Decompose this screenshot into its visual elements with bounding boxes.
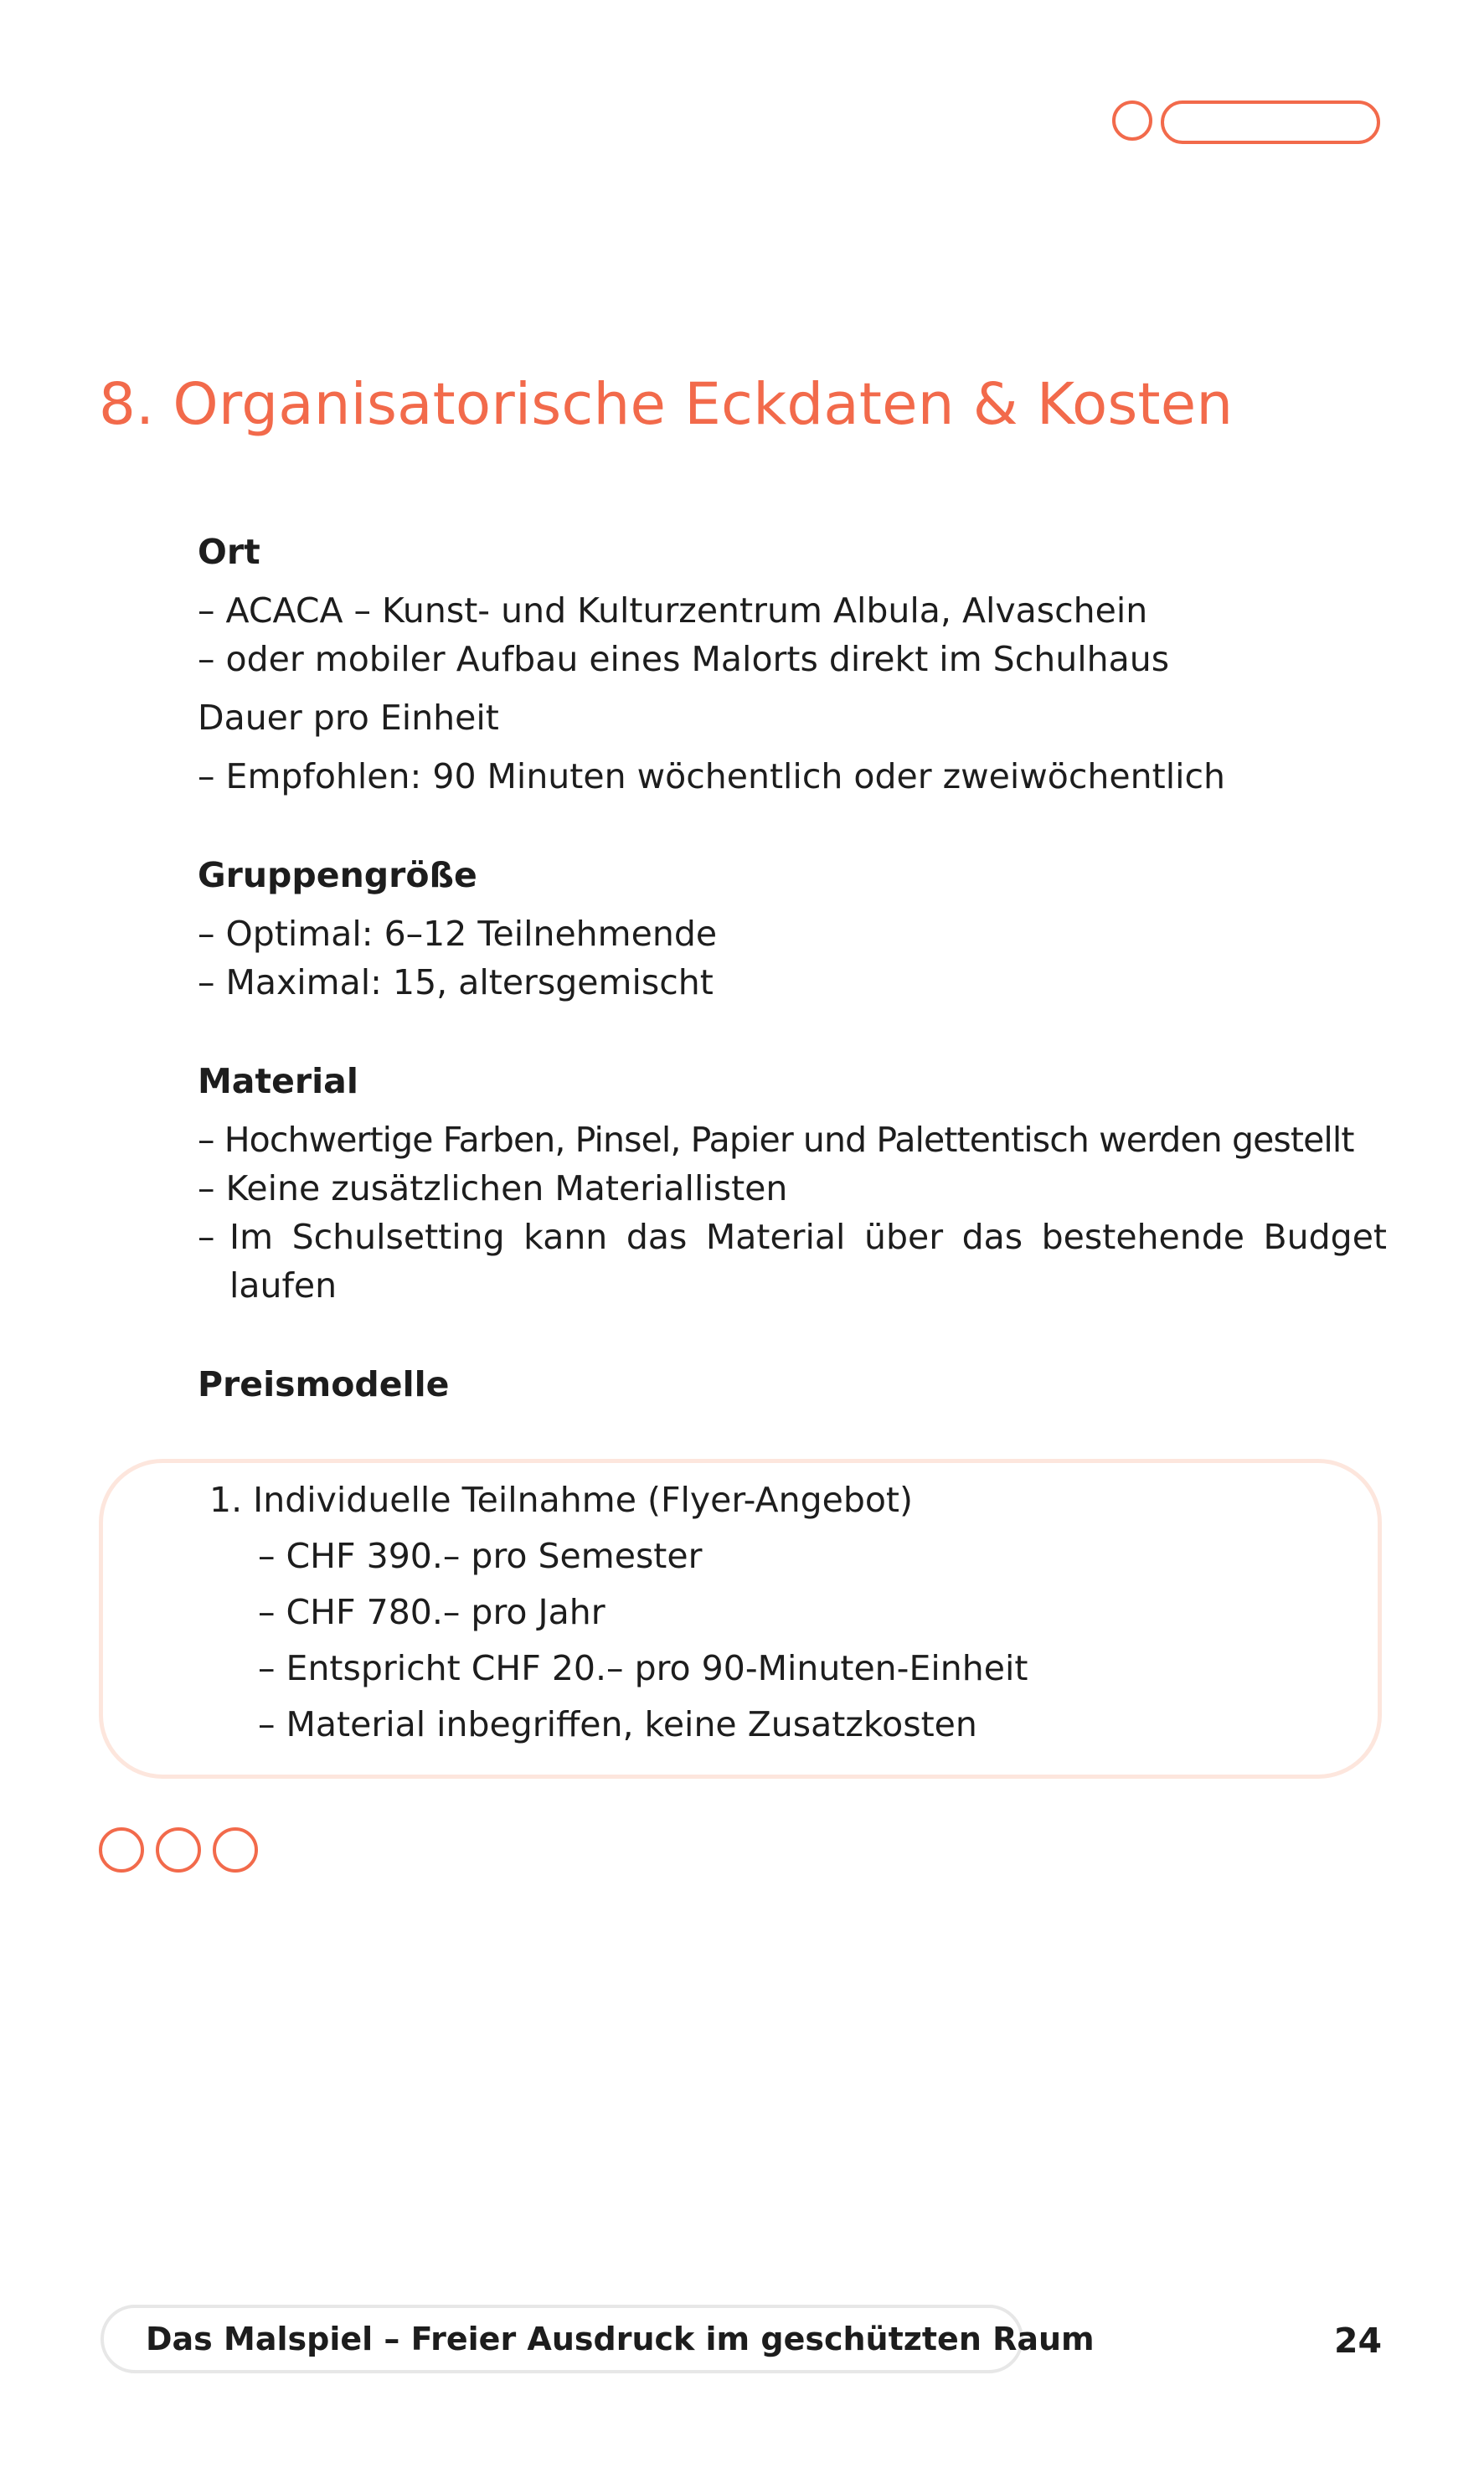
decorative-circle	[1112, 100, 1152, 141]
footer-label: Das Malspiel – Freier Ausdruck im geschützten Raum	[100, 2305, 1023, 2373]
decorative-circle	[99, 1827, 144, 1873]
decorative-circles	[99, 1827, 258, 1873]
section-heading-ort: Ort	[198, 532, 260, 572]
ort-line: – oder mobiler Aufbau eines Malorts direkt im Schulhaus	[198, 639, 1170, 679]
price-model-title: 1. Individuelle Teilnahme (Flyer-Angebot)	[209, 1480, 913, 1520]
price-item: – Entspricht CHF 20.– pro 90-Minuten-Einheit	[258, 1648, 1028, 1688]
decorative-pill	[1161, 100, 1380, 144]
price-model-content	[209, 1472, 1028, 1753]
price-item: – CHF 390.– pro Semester	[258, 1536, 703, 1576]
price-item: – CHF 780.– pro Jahr	[258, 1592, 605, 1632]
decorative-circle	[156, 1827, 201, 1873]
price-item: – Material inbegriffen, keine Zusatzkosten	[258, 1704, 977, 1744]
material-wrapped-text: Im Schulsetting kann das Material über das bestehende Budget laufen	[229, 1217, 1387, 1306]
page-title: 8. Organisatorische Eckdaten & Kosten	[99, 371, 1234, 438]
gruppe-line: – Maximal: 15, altersgemischt	[198, 962, 714, 1002]
material-wrapped-item	[198, 1213, 1387, 1310]
decorative-circle	[213, 1827, 258, 1873]
dash: –	[198, 1217, 215, 1257]
section-heading-material: Material	[198, 1061, 358, 1101]
material-line: – Hochwertige Farben, Pinsel, Papier und Palettentisch werden gestellt	[198, 1120, 1354, 1160]
page-number: 24	[1333, 2321, 1382, 2361]
dauer-line: – Empfohlen: 90 Minuten wöchentlich oder zweiwöchentlich	[198, 756, 1226, 796]
dauer-label: Dauer pro Einheit	[198, 698, 499, 738]
ort-line: – ACACA – Kunst- und Kulturzentrum Albula, Alvaschein	[198, 590, 1148, 631]
material-line: – Keine zusätzlichen Materiallisten	[198, 1168, 788, 1208]
gruppe-line: – Optimal: 6–12 Teilnehmende	[198, 914, 718, 954]
section-heading-gruppe: Gruppengröße	[198, 855, 477, 895]
content	[198, 528, 1387, 1409]
section-heading-preis: Preismodelle	[198, 1364, 450, 1404]
